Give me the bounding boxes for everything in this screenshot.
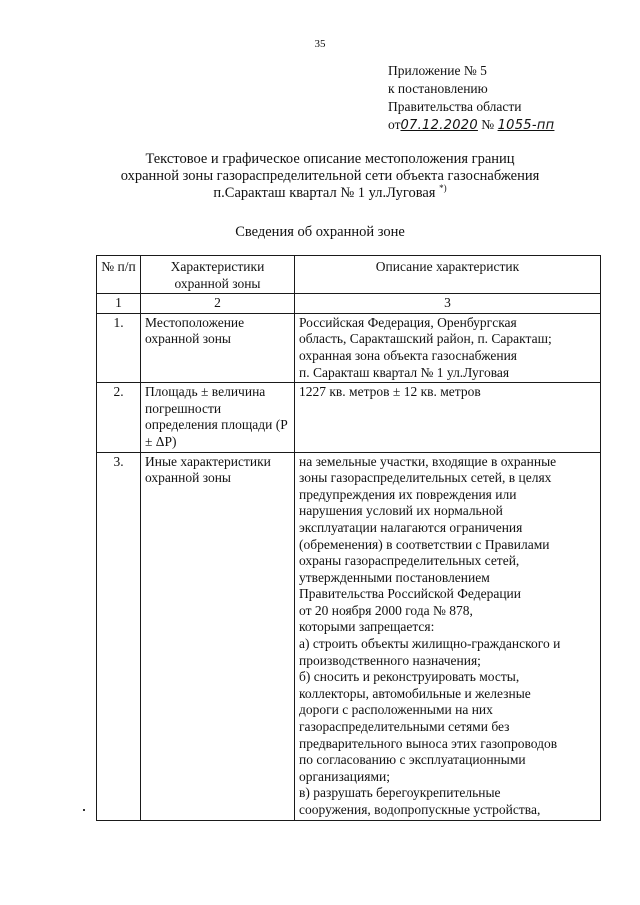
title-line-3-text: п.Саракташ квартал № 1 ул.Луговая — [213, 185, 436, 201]
appendix-block — [388, 62, 628, 135]
header-row — [97, 256, 601, 294]
description-line: эксплуатации налагаются ограничения — [299, 519, 523, 535]
row-characteristic: Местоположение охранной зоны — [141, 313, 295, 382]
row-number: 2. — [97, 383, 141, 452]
page-number: 35 — [314, 38, 326, 50]
description-line: производственного назначения; — [299, 652, 481, 668]
appendix-line-2: к постановлению — [388, 81, 488, 96]
row-description — [295, 313, 601, 382]
table-row — [97, 383, 601, 452]
number-sign: № — [481, 117, 495, 132]
footnote-mark: *) — [439, 183, 447, 193]
description-line: которыми запрещается: — [299, 619, 435, 635]
description-line: дороги с расположенными на них — [299, 702, 493, 718]
handwritten-date: 07.12.2020 — [400, 118, 478, 133]
header-characteristic: Характеристики охранной зоны — [141, 256, 295, 294]
protection-zone-table — [96, 255, 601, 821]
handwritten-number: 1055-пп — [497, 118, 555, 133]
scan-speck — [83, 809, 85, 811]
description-line: предупреждения их повреждения или — [299, 486, 517, 502]
description-line: (обременения) в соответствии с Правилами — [299, 536, 550, 552]
row-description — [295, 452, 601, 820]
description-line: коллекторы, автомобильные и железные — [299, 685, 531, 701]
appendix-line-1: Приложение № 5 — [388, 63, 487, 78]
description-line: п. Саракташ квартал № 1 ул.Луговая — [299, 364, 510, 380]
description-line: Российская Федерация, Оренбургская — [299, 314, 517, 330]
description-line: область, Саракташский район, п. Саракташ; — [299, 331, 552, 347]
numbering-row — [97, 294, 601, 314]
title-line-2: охранной зоны газораспределительной сети объекта газоснабжения — [120, 168, 540, 184]
row-characteristic: Площадь ± величина погрешности определения площади (P ± ΔP) — [141, 383, 295, 452]
row-characteristic: Иные характеристики охранной зоны — [141, 452, 295, 820]
table-row — [97, 313, 601, 382]
description-line: 1227 кв. метров ± 12 кв. метров — [299, 384, 481, 400]
header-description: Описание характеристик — [295, 256, 601, 294]
table-row — [97, 452, 601, 820]
description-line: в) разрушать берегоукрепительные — [299, 785, 501, 801]
date-prefix: от — [388, 117, 401, 132]
description-line: зоны газораспределительных сетей, в целях — [299, 470, 552, 486]
row-number: 1. — [97, 313, 141, 382]
description-line: сооружения, водопропускные устройства, — [299, 802, 541, 817]
appendix-line-3: Правительства области — [388, 99, 522, 114]
description-line: на земельные участки, входящие в охранные — [299, 453, 557, 469]
description-line: газораспределительными сетями без — [299, 719, 510, 735]
header-number: № п/п — [97, 256, 141, 294]
appendix-date-line — [388, 116, 628, 135]
description-line: от 20 ноября 2000 года № 878, — [299, 602, 473, 618]
description-line: утвержденными постановлением — [299, 569, 490, 585]
section-subtitle: Сведения об охранной зоне — [235, 224, 405, 240]
description-line: б) сносить и реконструировать мосты, — [299, 669, 520, 685]
col-number-1: 1 — [97, 294, 141, 314]
col-number-2: 2 — [141, 294, 295, 314]
col-number-3: 3 — [295, 294, 601, 314]
description-line: по согласованию с эксплуатационными — [299, 752, 526, 768]
title-line-1: Текстовое и графическое описание местоположения границ — [145, 151, 515, 167]
description-line: охранная зона объекта газоснабжения — [299, 347, 518, 363]
description-line: а) строить объекты жилищно-гражданского и — [299, 636, 561, 652]
title-line-3 — [60, 185, 600, 202]
row-description — [295, 383, 601, 452]
description-line: Правительства Российской Федерации — [299, 586, 521, 602]
document-title — [60, 151, 600, 202]
description-line: предварительного выноса этих газопроводов — [299, 735, 558, 751]
description-line: нарушения условий их нормальной — [299, 503, 503, 519]
description-line: охраны газораспределительных сетей, — [299, 553, 520, 569]
row-number: 3. — [97, 452, 141, 820]
description-line: организациями; — [299, 768, 390, 784]
